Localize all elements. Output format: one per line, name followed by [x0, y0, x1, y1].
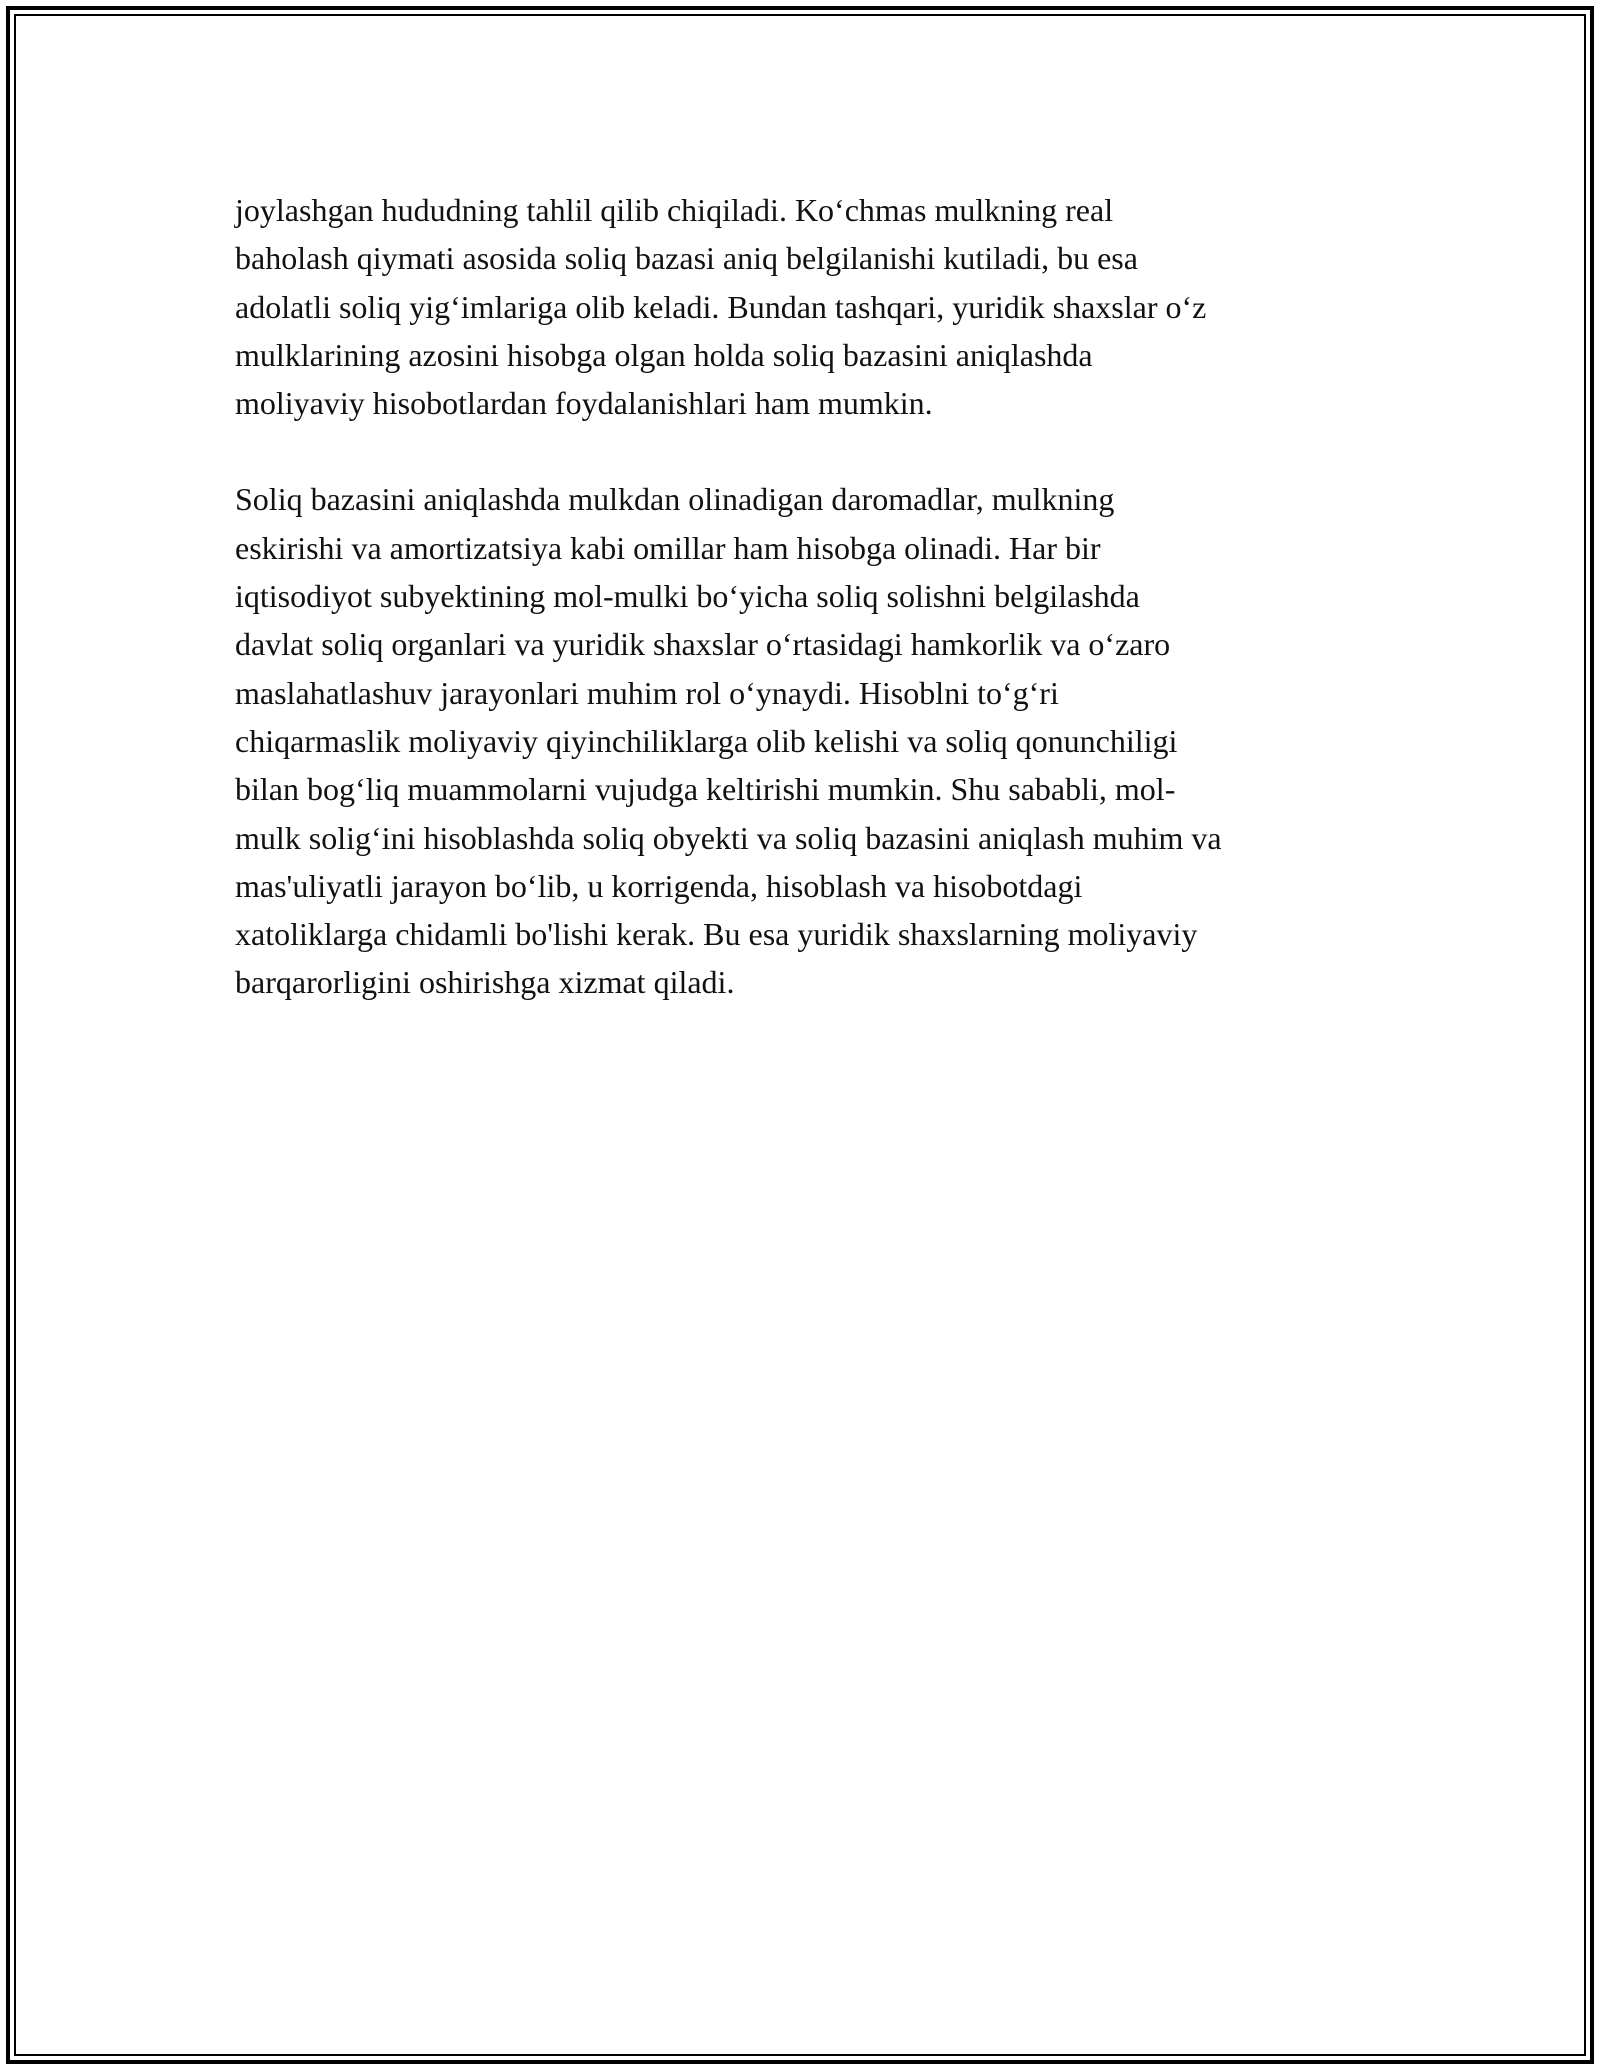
- text-line: davlat soliq organlari va yuridik shaxslar o‘rtasidagi hamkorlik va o‘zaro: [235, 626, 1171, 663]
- text-line: eskirishi va amortizatsiya kabi omillar ham hisobga olinadi. Har bir: [235, 529, 1101, 566]
- text-line: xatoliklarga chidamli bo'lishi kerak. Bu esa yuridik shaxslarning moliyaviy: [235, 916, 1198, 953]
- text-line: mas'uliyatli jarayon bo‘lib, u korrigenda, hisoblash va hisobotdagi: [235, 867, 1083, 904]
- text-line: mulk solig‘ini hisoblashda soliq obyekti va soliq bazasini aniqlash muhim va: [235, 819, 1222, 856]
- text-line: bilan bog‘liq muammolarni vujudga keltirishi mumkin. Shu sababli, mol-: [235, 771, 1176, 808]
- text-line: joylashgan hududning tahlil qilib chiqiladi. Ko‘chmas mulkning real: [235, 192, 1114, 228]
- text-line: adolatli soliq yig‘imlariga olib keladi. Bundan tashqari, yuridik shaxslar o‘z: [235, 288, 1207, 325]
- text-line: moliyaviy hisobotlardan foydalanishlari ham mumkin.: [235, 385, 933, 422]
- text-line: iqtisodiyot subyektining mol-mulki bo‘yicha soliq solishni belgilashda: [235, 578, 1140, 615]
- paragraph-1: [235, 186, 1385, 427]
- text-line: baholash qiymati asosida soliq bazasi aniq belgilanishi kutiladi, bu esa: [235, 240, 1138, 277]
- text-line: Soliq bazasini aniqlashda mulkdan olinadigan daromadlar, mulkning: [235, 481, 1115, 518]
- text-line: maslahatlashuv jarayonlari muhim rol o‘ynaydi. Hisoblni to‘g‘ri: [235, 674, 1059, 711]
- document-body: [235, 186, 1385, 1007]
- text-line: chiqarmaslik moliyaviy qiyinchiliklarga olib kelishi va soliq qonunchiligi: [235, 722, 1178, 759]
- text-line: mulklarining azosini hisobga olgan holda soliq bazasini aniqlashda: [235, 336, 1093, 373]
- paragraph-2: [235, 475, 1385, 1006]
- text-line: barqarorligini oshirishga xizmat qiladi.: [235, 964, 735, 1001]
